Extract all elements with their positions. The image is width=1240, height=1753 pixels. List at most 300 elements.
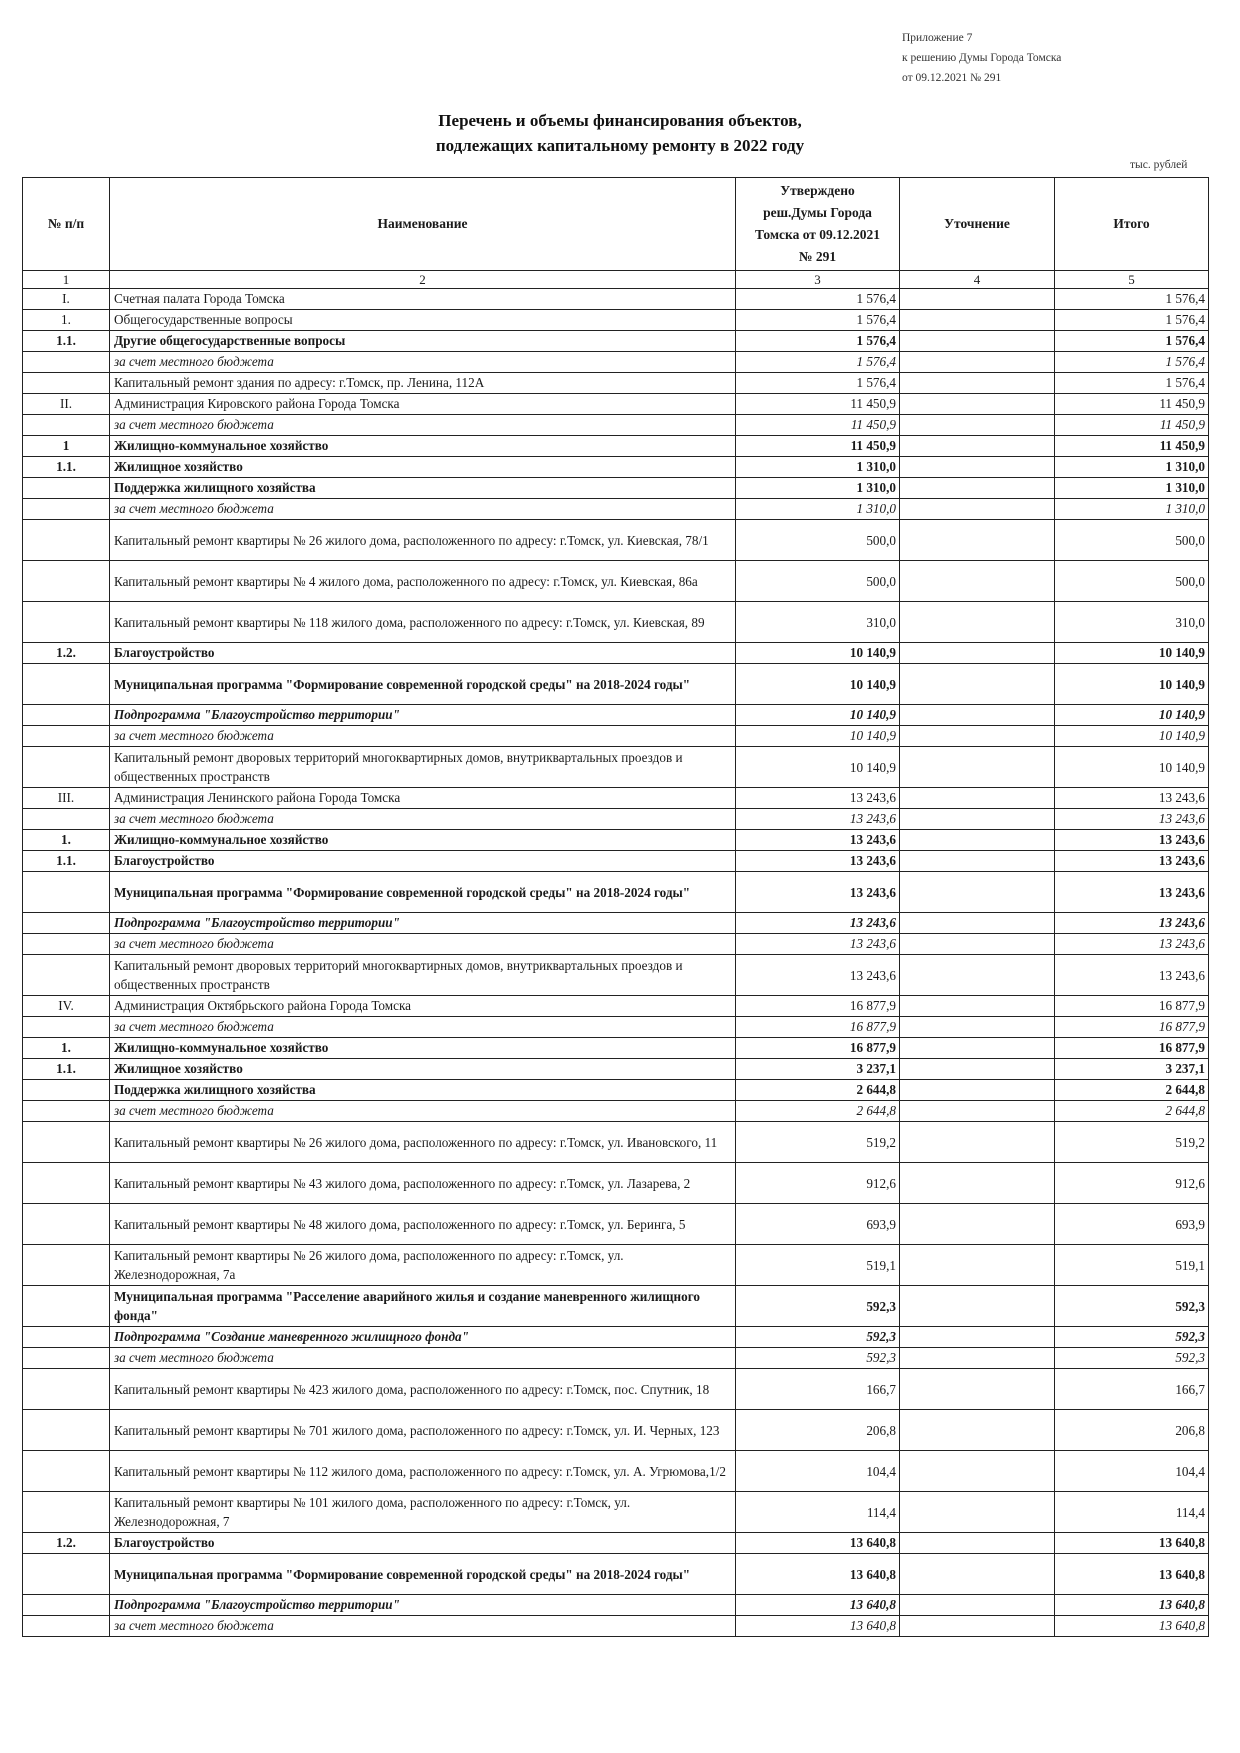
table-row bbox=[23, 1327, 1209, 1348]
row-name-cell: за счет местного бюджета bbox=[110, 499, 736, 520]
row-refinement-cell bbox=[900, 1616, 1055, 1637]
table-row bbox=[23, 352, 1209, 373]
table-row bbox=[23, 457, 1209, 478]
row-approved-cell: 1 576,4 bbox=[736, 331, 900, 352]
row-number-cell: 1.2. bbox=[23, 643, 110, 664]
table-row bbox=[23, 1059, 1209, 1080]
table-row bbox=[23, 1595, 1209, 1616]
row-name-cell: Жилищно-коммунальное хозяйство bbox=[110, 830, 736, 851]
row-number-cell bbox=[23, 1286, 110, 1327]
header-approved-line-2: реш.Думы Города bbox=[763, 205, 872, 220]
row-name-cell: за счет местного бюджета bbox=[110, 809, 736, 830]
appendix-line-2: к решению Думы Города Томска bbox=[902, 52, 1062, 64]
row-total-cell: 16 877,9 bbox=[1055, 1017, 1209, 1038]
row-number-cell bbox=[23, 1554, 110, 1595]
row-approved-cell: 16 877,9 bbox=[736, 996, 900, 1017]
row-total-cell: 104,4 bbox=[1055, 1451, 1209, 1492]
row-total-cell: 592,3 bbox=[1055, 1286, 1209, 1327]
table-row bbox=[23, 394, 1209, 415]
row-name-cell: Подпрограмма "Создание маневренного жилищного фонда" bbox=[110, 1327, 736, 1348]
row-refinement-cell bbox=[900, 436, 1055, 457]
row-number-cell bbox=[23, 499, 110, 520]
row-approved-cell: 13 640,8 bbox=[736, 1533, 900, 1554]
table-row bbox=[23, 705, 1209, 726]
row-refinement-cell bbox=[900, 1369, 1055, 1410]
row-approved-cell: 1 576,4 bbox=[736, 373, 900, 394]
row-refinement-cell bbox=[900, 913, 1055, 934]
table-row bbox=[23, 996, 1209, 1017]
row-refinement-cell bbox=[900, 520, 1055, 561]
row-total-cell: 912,6 bbox=[1055, 1163, 1209, 1204]
row-name-cell: Счетная палата Города Томска bbox=[110, 289, 736, 310]
row-refinement-cell bbox=[900, 1080, 1055, 1101]
row-number-cell bbox=[23, 415, 110, 436]
column-number: 1 bbox=[23, 271, 110, 289]
row-refinement-cell bbox=[900, 1101, 1055, 1122]
appendix-note bbox=[902, 28, 1061, 88]
row-number-cell bbox=[23, 561, 110, 602]
row-name-cell: Жилищное хозяйство bbox=[110, 457, 736, 478]
row-name-cell: за счет местного бюджета bbox=[110, 1101, 736, 1122]
row-name-cell: за счет местного бюджета bbox=[110, 352, 736, 373]
row-number-cell bbox=[23, 1492, 110, 1533]
row-name-cell: Капитальный ремонт квартиры № 112 жилого дома, расположенного по адресу: г.Томск, ул. А. Угрюмова,1/2 bbox=[110, 1451, 736, 1492]
table-row bbox=[23, 1451, 1209, 1492]
row-approved-cell: 3 237,1 bbox=[736, 1059, 900, 1080]
table-row bbox=[23, 1101, 1209, 1122]
row-number-cell bbox=[23, 1204, 110, 1245]
row-number-cell bbox=[23, 1245, 110, 1286]
row-name-cell: Жилищно-коммунальное хозяйство bbox=[110, 1038, 736, 1059]
row-number-cell bbox=[23, 705, 110, 726]
table-row bbox=[23, 851, 1209, 872]
row-approved-cell: 1 310,0 bbox=[736, 499, 900, 520]
row-name-cell: Благоустройство bbox=[110, 1533, 736, 1554]
row-refinement-cell bbox=[900, 955, 1055, 996]
table-row bbox=[23, 1369, 1209, 1410]
table-row bbox=[23, 726, 1209, 747]
row-total-cell: 16 877,9 bbox=[1055, 996, 1209, 1017]
row-number-cell bbox=[23, 809, 110, 830]
table-row bbox=[23, 830, 1209, 851]
row-approved-cell: 500,0 bbox=[736, 520, 900, 561]
row-number-cell bbox=[23, 1348, 110, 1369]
header-approved-line-3: Томска от 09.12.2021 bbox=[754, 227, 881, 242]
row-total-cell: 500,0 bbox=[1055, 520, 1209, 561]
row-approved-cell: 1 576,4 bbox=[736, 289, 900, 310]
row-approved-cell: 166,7 bbox=[736, 1369, 900, 1410]
row-refinement-cell bbox=[900, 1245, 1055, 1286]
row-total-cell: 13 640,8 bbox=[1055, 1533, 1209, 1554]
row-approved-cell: 1 310,0 bbox=[736, 478, 900, 499]
document-title bbox=[0, 108, 1240, 158]
row-number-cell bbox=[23, 602, 110, 643]
row-refinement-cell bbox=[900, 747, 1055, 788]
row-name-cell: Муниципальная программа "Формирование современной городской среды" на 2018-2024 годы" bbox=[110, 664, 736, 705]
title-line-1: Перечень и объемы финансирования объектов, bbox=[438, 111, 802, 130]
row-refinement-cell bbox=[900, 478, 1055, 499]
row-name-cell: Администрация Ленинского района Города Томска bbox=[110, 788, 736, 809]
row-name-cell: Общегосударственные вопросы bbox=[110, 310, 736, 331]
row-name-cell: Поддержка жилищного хозяйства bbox=[110, 1080, 736, 1101]
row-total-cell: 592,3 bbox=[1055, 1348, 1209, 1369]
row-refinement-cell bbox=[900, 851, 1055, 872]
table-row bbox=[23, 1017, 1209, 1038]
row-number-cell bbox=[23, 1410, 110, 1451]
row-name-cell: Капитальный ремонт дворовых территорий многоквартирных домов, внутриквартальных проездов и общественных пространств bbox=[110, 747, 736, 788]
row-name-cell: Капитальный ремонт квартиры № 101 жилого дома, расположенного по адресу: г.Томск, ул. Железнодорожная, 7 bbox=[110, 1492, 736, 1533]
row-refinement-cell bbox=[900, 457, 1055, 478]
row-name-cell: Подпрограмма "Благоустройство территории" bbox=[110, 705, 736, 726]
row-number-cell bbox=[23, 352, 110, 373]
row-refinement-cell bbox=[900, 1204, 1055, 1245]
column-number-row bbox=[23, 271, 1209, 289]
row-approved-cell: 13 243,6 bbox=[736, 788, 900, 809]
row-total-cell: 1 576,4 bbox=[1055, 310, 1209, 331]
row-approved-cell: 2 644,8 bbox=[736, 1101, 900, 1122]
row-approved-cell: 13 243,6 bbox=[736, 872, 900, 913]
row-approved-cell: 2 644,8 bbox=[736, 1080, 900, 1101]
row-refinement-cell bbox=[900, 934, 1055, 955]
row-refinement-cell bbox=[900, 643, 1055, 664]
row-total-cell: 2 644,8 bbox=[1055, 1080, 1209, 1101]
row-total-cell: 114,4 bbox=[1055, 1492, 1209, 1533]
row-total-cell: 13 243,6 bbox=[1055, 934, 1209, 955]
row-total-cell: 10 140,9 bbox=[1055, 747, 1209, 788]
row-approved-cell: 592,3 bbox=[736, 1327, 900, 1348]
row-approved-cell: 10 140,9 bbox=[736, 664, 900, 705]
row-name-cell: Другие общегосударственные вопросы bbox=[110, 331, 736, 352]
row-number-cell: 1.1. bbox=[23, 457, 110, 478]
row-name-cell: Поддержка жилищного хозяйства bbox=[110, 478, 736, 499]
row-total-cell: 13 243,6 bbox=[1055, 872, 1209, 913]
column-number: 2 bbox=[110, 271, 736, 289]
header-name: Наименование bbox=[110, 178, 736, 271]
table-row bbox=[23, 788, 1209, 809]
row-approved-cell: 13 243,6 bbox=[736, 830, 900, 851]
row-total-cell: 13 243,6 bbox=[1055, 830, 1209, 851]
table-row bbox=[23, 643, 1209, 664]
table-row bbox=[23, 436, 1209, 457]
row-number-cell bbox=[23, 373, 110, 394]
row-name-cell: Жилищное хозяйство bbox=[110, 1059, 736, 1080]
row-number-cell: 1.2. bbox=[23, 1533, 110, 1554]
row-name-cell: Администрация Октябрьского района Города Томска bbox=[110, 996, 736, 1017]
table-row bbox=[23, 561, 1209, 602]
header-refinement: Уточнение bbox=[900, 178, 1055, 271]
header-num: № п/п bbox=[23, 178, 110, 271]
row-refinement-cell bbox=[900, 830, 1055, 851]
table-row bbox=[23, 1533, 1209, 1554]
row-name-cell: Муниципальная программа "Формирование современной городской среды" на 2018-2024 годы" bbox=[110, 1554, 736, 1595]
row-number-cell bbox=[23, 747, 110, 788]
table-row bbox=[23, 520, 1209, 561]
row-refinement-cell bbox=[900, 352, 1055, 373]
row-total-cell: 310,0 bbox=[1055, 602, 1209, 643]
column-number: 3 bbox=[736, 271, 900, 289]
row-refinement-cell bbox=[900, 996, 1055, 1017]
row-number-cell: 1. bbox=[23, 1038, 110, 1059]
row-number-cell bbox=[23, 726, 110, 747]
row-total-cell: 1 310,0 bbox=[1055, 499, 1209, 520]
row-name-cell: за счет местного бюджета bbox=[110, 1616, 736, 1637]
row-approved-cell: 912,6 bbox=[736, 1163, 900, 1204]
row-name-cell: за счет местного бюджета bbox=[110, 1348, 736, 1369]
row-approved-cell: 13 640,8 bbox=[736, 1616, 900, 1637]
row-approved-cell: 519,2 bbox=[736, 1122, 900, 1163]
row-refinement-cell bbox=[900, 1286, 1055, 1327]
row-approved-cell: 16 877,9 bbox=[736, 1017, 900, 1038]
row-number-cell: I. bbox=[23, 289, 110, 310]
row-name-cell: Муниципальная программа "Расселение аварийного жилья и создание маневренного жилищного фонда" bbox=[110, 1286, 736, 1327]
table-row bbox=[23, 499, 1209, 520]
table-row bbox=[23, 1348, 1209, 1369]
row-name-cell: Благоустройство bbox=[110, 643, 736, 664]
row-approved-cell: 693,9 bbox=[736, 1204, 900, 1245]
row-total-cell: 11 450,9 bbox=[1055, 415, 1209, 436]
row-approved-cell: 500,0 bbox=[736, 561, 900, 602]
row-name-cell: Подпрограмма "Благоустройство территории" bbox=[110, 913, 736, 934]
table-row bbox=[23, 1616, 1209, 1637]
row-name-cell: Благоустройство bbox=[110, 851, 736, 872]
financing-table bbox=[22, 177, 1209, 1637]
table-row bbox=[23, 955, 1209, 996]
row-total-cell: 10 140,9 bbox=[1055, 643, 1209, 664]
row-approved-cell: 16 877,9 bbox=[736, 1038, 900, 1059]
row-name-cell: Капитальный ремонт квартиры № 701 жилого дома, расположенного по адресу: г.Томск, ул. И. Черных, 123 bbox=[110, 1410, 736, 1451]
row-approved-cell: 592,3 bbox=[736, 1286, 900, 1327]
row-name-cell: за счет местного бюджета bbox=[110, 726, 736, 747]
row-total-cell: 206,8 bbox=[1055, 1410, 1209, 1451]
row-approved-cell: 114,4 bbox=[736, 1492, 900, 1533]
row-total-cell: 500,0 bbox=[1055, 561, 1209, 602]
row-total-cell: 16 877,9 bbox=[1055, 1038, 1209, 1059]
header-total: Итого bbox=[1055, 178, 1209, 271]
table-row bbox=[23, 934, 1209, 955]
row-total-cell: 13 243,6 bbox=[1055, 851, 1209, 872]
row-number-cell: IV. bbox=[23, 996, 110, 1017]
row-name-cell: за счет местного бюджета bbox=[110, 1017, 736, 1038]
row-approved-cell: 519,1 bbox=[736, 1245, 900, 1286]
row-total-cell: 1 310,0 bbox=[1055, 457, 1209, 478]
row-approved-cell: 104,4 bbox=[736, 1451, 900, 1492]
row-approved-cell: 592,3 bbox=[736, 1348, 900, 1369]
row-approved-cell: 13 243,6 bbox=[736, 913, 900, 934]
table-row bbox=[23, 913, 1209, 934]
row-refinement-cell bbox=[900, 602, 1055, 643]
row-refinement-cell bbox=[900, 664, 1055, 705]
row-total-cell: 1 576,4 bbox=[1055, 331, 1209, 352]
row-name-cell: Муниципальная программа "Формирование современной городской среды" на 2018-2024 годы" bbox=[110, 872, 736, 913]
row-approved-cell: 11 450,9 bbox=[736, 436, 900, 457]
row-approved-cell: 13 243,6 bbox=[736, 934, 900, 955]
row-refinement-cell bbox=[900, 373, 1055, 394]
row-approved-cell: 13 243,6 bbox=[736, 851, 900, 872]
table-row bbox=[23, 809, 1209, 830]
table-row bbox=[23, 373, 1209, 394]
row-name-cell: Жилищно-коммунальное хозяйство bbox=[110, 436, 736, 457]
row-name-cell: Капитальный ремонт здания по адресу: г.Томск, пр. Ленина, 112А bbox=[110, 373, 736, 394]
row-approved-cell: 13 640,8 bbox=[736, 1595, 900, 1616]
table-row bbox=[23, 1492, 1209, 1533]
row-number-cell bbox=[23, 934, 110, 955]
row-total-cell: 11 450,9 bbox=[1055, 436, 1209, 457]
row-number-cell bbox=[23, 872, 110, 913]
row-name-cell: за счет местного бюджета bbox=[110, 934, 736, 955]
table-row bbox=[23, 664, 1209, 705]
table-row bbox=[23, 602, 1209, 643]
row-total-cell: 2 644,8 bbox=[1055, 1101, 1209, 1122]
row-total-cell: 1 576,4 bbox=[1055, 373, 1209, 394]
row-refinement-cell bbox=[900, 310, 1055, 331]
table-row bbox=[23, 872, 1209, 913]
row-number-cell: 1.1. bbox=[23, 331, 110, 352]
row-refinement-cell bbox=[900, 1059, 1055, 1080]
row-approved-cell: 10 140,9 bbox=[736, 726, 900, 747]
row-number-cell bbox=[23, 1595, 110, 1616]
row-number-cell bbox=[23, 1017, 110, 1038]
appendix-line-3: от 09.12.2021 № 291 bbox=[902, 72, 1002, 84]
row-name-cell: Капитальный ремонт квартиры № 43 жилого дома, расположенного по адресу: г.Томск, ул. Лазарева, 2 bbox=[110, 1163, 736, 1204]
table-row bbox=[23, 1204, 1209, 1245]
row-refinement-cell bbox=[900, 1595, 1055, 1616]
row-approved-cell: 13 243,6 bbox=[736, 809, 900, 830]
row-refinement-cell bbox=[900, 561, 1055, 602]
row-total-cell: 13 243,6 bbox=[1055, 955, 1209, 996]
row-total-cell: 13 640,8 bbox=[1055, 1595, 1209, 1616]
row-refinement-cell bbox=[900, 1163, 1055, 1204]
table-row bbox=[23, 1080, 1209, 1101]
row-number-cell bbox=[23, 1122, 110, 1163]
table-row bbox=[23, 1286, 1209, 1327]
row-name-cell: Капитальный ремонт квартиры № 48 жилого дома, расположенного по адресу: г.Томск, ул. Беринга, 5 bbox=[110, 1204, 736, 1245]
table-row bbox=[23, 1410, 1209, 1451]
row-number-cell bbox=[23, 913, 110, 934]
row-refinement-cell bbox=[900, 394, 1055, 415]
table-row bbox=[23, 478, 1209, 499]
table-row bbox=[23, 1554, 1209, 1595]
row-total-cell: 13 243,6 bbox=[1055, 809, 1209, 830]
row-total-cell: 13 640,8 bbox=[1055, 1616, 1209, 1637]
row-number-cell bbox=[23, 478, 110, 499]
row-approved-cell: 1 576,4 bbox=[736, 310, 900, 331]
row-number-cell bbox=[23, 664, 110, 705]
title-line-2: подлежащих капитальному ремонту в 2022 году bbox=[435, 136, 805, 155]
row-refinement-cell bbox=[900, 415, 1055, 436]
row-approved-cell: 310,0 bbox=[736, 602, 900, 643]
row-approved-cell: 13 243,6 bbox=[736, 955, 900, 996]
row-refinement-cell bbox=[900, 1122, 1055, 1163]
row-total-cell: 1 576,4 bbox=[1055, 352, 1209, 373]
row-approved-cell: 13 640,8 bbox=[736, 1554, 900, 1595]
row-number-cell bbox=[23, 1163, 110, 1204]
row-total-cell: 10 140,9 bbox=[1055, 705, 1209, 726]
row-refinement-cell bbox=[900, 809, 1055, 830]
row-total-cell: 13 243,6 bbox=[1055, 788, 1209, 809]
table-row bbox=[23, 331, 1209, 352]
row-refinement-cell bbox=[900, 331, 1055, 352]
column-number: 4 bbox=[900, 271, 1055, 289]
row-number-cell bbox=[23, 1080, 110, 1101]
table-row bbox=[23, 1038, 1209, 1059]
row-total-cell: 519,1 bbox=[1055, 1245, 1209, 1286]
row-number-cell bbox=[23, 1369, 110, 1410]
table-row bbox=[23, 1245, 1209, 1286]
table-row bbox=[23, 310, 1209, 331]
row-refinement-cell bbox=[900, 1554, 1055, 1595]
row-name-cell: Капитальный ремонт квартиры № 26 жилого дома, расположенного по адресу: г.Томск, ул. Железнодорожная, 7а bbox=[110, 1245, 736, 1286]
row-number-cell bbox=[23, 1451, 110, 1492]
row-approved-cell: 1 576,4 bbox=[736, 352, 900, 373]
row-number-cell: II. bbox=[23, 394, 110, 415]
row-name-cell: Подпрограмма "Благоустройство территории" bbox=[110, 1595, 736, 1616]
row-name-cell: Капитальный ремонт квартиры № 118 жилого дома, расположенного по адресу: г.Томск, ул. Киевская, 89 bbox=[110, 602, 736, 643]
row-number-cell: 1.1. bbox=[23, 851, 110, 872]
row-refinement-cell bbox=[900, 1451, 1055, 1492]
row-total-cell: 1 310,0 bbox=[1055, 478, 1209, 499]
row-number-cell: 1.1. bbox=[23, 1059, 110, 1080]
units-label: тыс. рублей bbox=[1130, 159, 1188, 171]
row-number-cell: 1. bbox=[23, 310, 110, 331]
row-number-cell bbox=[23, 1101, 110, 1122]
row-name-cell: Капитальный ремонт квартиры № 26 жилого дома, расположенного по адресу: г.Томск, ул. Ивановского, 11 bbox=[110, 1122, 736, 1163]
table-row bbox=[23, 289, 1209, 310]
row-approved-cell: 10 140,9 bbox=[736, 643, 900, 664]
row-total-cell: 592,3 bbox=[1055, 1327, 1209, 1348]
header-approved bbox=[736, 178, 900, 271]
row-total-cell: 13 640,8 bbox=[1055, 1554, 1209, 1595]
row-refinement-cell bbox=[900, 1038, 1055, 1059]
row-refinement-cell bbox=[900, 499, 1055, 520]
table-row bbox=[23, 1163, 1209, 1204]
row-total-cell: 166,7 bbox=[1055, 1369, 1209, 1410]
row-refinement-cell bbox=[900, 1327, 1055, 1348]
row-name-cell: Капитальный ремонт квартиры № 26 жилого дома, расположенного по адресу: г.Томск, ул. Киевская, 78/1 bbox=[110, 520, 736, 561]
row-number-cell bbox=[23, 520, 110, 561]
row-number-cell bbox=[23, 1616, 110, 1637]
row-total-cell: 693,9 bbox=[1055, 1204, 1209, 1245]
row-number-cell: 1 bbox=[23, 436, 110, 457]
row-total-cell: 519,2 bbox=[1055, 1122, 1209, 1163]
row-name-cell: Администрация Кировского района Города Томска bbox=[110, 394, 736, 415]
row-total-cell: 10 140,9 bbox=[1055, 726, 1209, 747]
row-approved-cell: 11 450,9 bbox=[736, 394, 900, 415]
row-refinement-cell bbox=[900, 726, 1055, 747]
row-refinement-cell bbox=[900, 788, 1055, 809]
row-total-cell: 1 576,4 bbox=[1055, 289, 1209, 310]
row-name-cell: Капитальный ремонт квартиры № 4 жилого дома, расположенного по адресу: г.Томск, ул. Киевская, 86а bbox=[110, 561, 736, 602]
table-row bbox=[23, 415, 1209, 436]
row-refinement-cell bbox=[900, 705, 1055, 726]
row-name-cell: Капитальный ремонт квартиры № 423 жилого дома, расположенного по адресу: г.Томск, пос. Спутник, 18 bbox=[110, 1369, 736, 1410]
row-refinement-cell bbox=[900, 289, 1055, 310]
row-approved-cell: 10 140,9 bbox=[736, 747, 900, 788]
row-refinement-cell bbox=[900, 1410, 1055, 1451]
row-name-cell: Капитальный ремонт дворовых территорий многоквартирных домов, внутриквартальных проездов и общественных пространств bbox=[110, 955, 736, 996]
row-refinement-cell bbox=[900, 872, 1055, 913]
row-approved-cell: 1 310,0 bbox=[736, 457, 900, 478]
appendix-line-1: Приложение 7 bbox=[902, 32, 973, 44]
row-refinement-cell bbox=[900, 1533, 1055, 1554]
row-refinement-cell bbox=[900, 1348, 1055, 1369]
header-approved-line-1: Утверждено bbox=[780, 183, 855, 198]
header-approved-line-4: № 291 bbox=[798, 249, 837, 264]
row-refinement-cell bbox=[900, 1017, 1055, 1038]
table-body bbox=[23, 289, 1209, 1637]
row-number-cell bbox=[23, 1327, 110, 1348]
row-total-cell: 3 237,1 bbox=[1055, 1059, 1209, 1080]
row-approved-cell: 206,8 bbox=[736, 1410, 900, 1451]
